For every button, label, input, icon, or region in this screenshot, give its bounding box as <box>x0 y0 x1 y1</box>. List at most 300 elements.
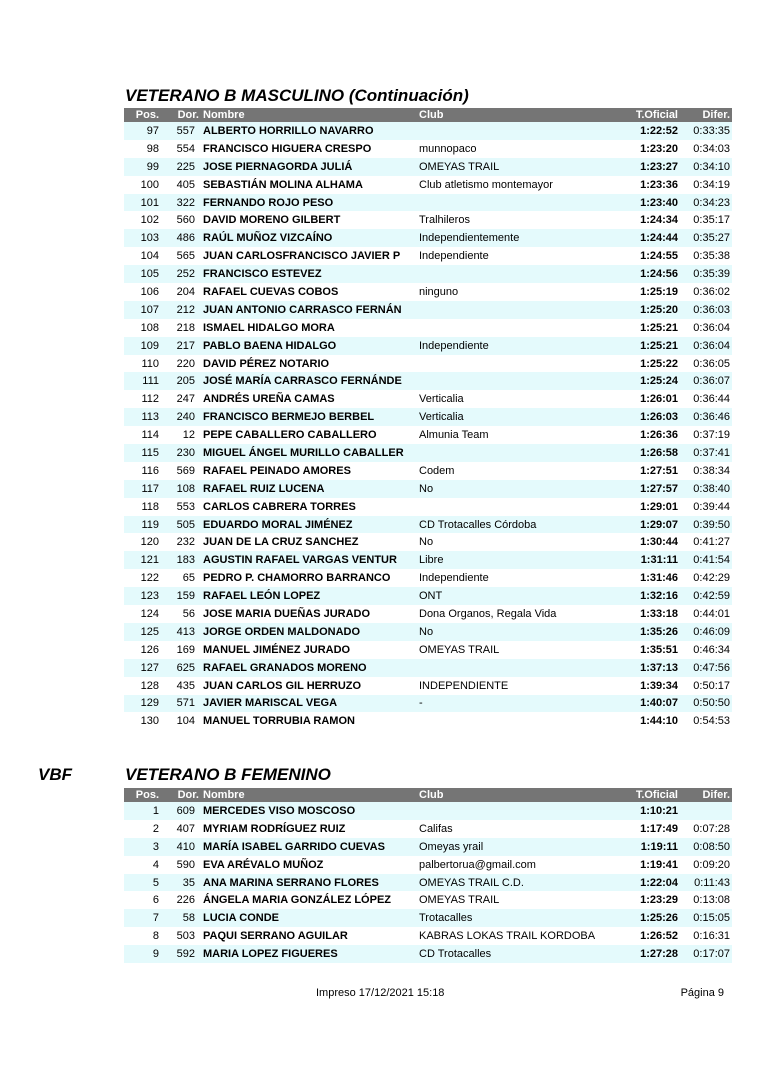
cell-runner-name: FRANCISCO HIGUERA CRESPO <box>201 140 417 158</box>
cell-time-difference: 0:39:44 <box>680 498 732 516</box>
cell-official-time: 1:27:57 <box>626 480 680 498</box>
cell-runner-name: MARÍA ISABEL GARRIDO CUEVAS <box>201 838 417 856</box>
cell-runner-name: DAVID PÉREZ NOTARIO <box>201 355 417 373</box>
cell-runner-name: RAFAEL GRANADOS MORENO <box>201 659 417 677</box>
cell-club-name: ONT <box>417 587 626 605</box>
table-row <box>124 945 732 963</box>
cell-club-name <box>417 372 626 390</box>
table-row <box>124 533 732 551</box>
cell-time-difference: 0:36:07 <box>680 372 732 390</box>
cell-runner-name: EDUARDO MORAL JIMÉNEZ <box>201 516 417 534</box>
cell-bib-number: 230 <box>165 444 201 462</box>
cell-position: 126 <box>124 641 165 659</box>
cell-runner-name: ÁNGELA MARIA GONZÁLEZ LÓPEZ <box>201 891 417 909</box>
cell-time-difference: 0:36:04 <box>680 319 732 337</box>
cell-bib-number: 557 <box>165 122 201 140</box>
cell-official-time: 1:24:34 <box>626 211 680 229</box>
table-row <box>124 623 732 641</box>
section-code-vbf: VBF <box>38 765 72 784</box>
cell-time-difference: 0:34:23 <box>680 194 732 212</box>
cell-bib-number: 212 <box>165 301 201 319</box>
cell-runner-name: MARIA LOPEZ FIGUERES <box>201 945 417 963</box>
cell-time-difference <box>680 802 732 820</box>
table-row <box>124 283 732 301</box>
table-row <box>124 355 732 373</box>
cell-runner-name: FRANCISCO ESTEVEZ <box>201 265 417 283</box>
cell-club-name <box>417 659 626 677</box>
cell-club-name: Independientemente <box>417 229 626 247</box>
cell-position: 100 <box>124 176 165 194</box>
cell-official-time: 1:27:28 <box>626 945 680 963</box>
column-header-official-time: T.Oficial <box>626 788 680 802</box>
cell-runner-name: RAFAEL LEÓN LOPEZ <box>201 587 417 605</box>
cell-club-name: Trotacalles <box>417 909 626 927</box>
table-row <box>124 838 732 856</box>
cell-position: 3 <box>124 838 165 856</box>
cell-position: 124 <box>124 605 165 623</box>
cell-bib-number: 205 <box>165 372 201 390</box>
section-title-veterano-b-masculino: VETERANO B MASCULINO (Continuación) <box>125 86 469 105</box>
cell-runner-name: MANUEL JIMÉNEZ JURADO <box>201 641 417 659</box>
cell-bib-number: 554 <box>165 140 201 158</box>
cell-official-time: 1:29:07 <box>626 516 680 534</box>
column-header-time-difference: Difer. <box>680 108 732 122</box>
cell-club-name: Club atletismo montemayor <box>417 176 626 194</box>
cell-runner-name: ISMAEL HIDALGO MORA <box>201 319 417 337</box>
cell-time-difference: 0:16:31 <box>680 927 732 945</box>
cell-official-time: 1:35:26 <box>626 623 680 641</box>
cell-official-time: 1:29:01 <box>626 498 680 516</box>
cell-time-difference: 0:09:20 <box>680 856 732 874</box>
cell-club-name <box>417 301 626 319</box>
cell-bib-number: 252 <box>165 265 201 283</box>
table-row <box>124 712 732 730</box>
cell-time-difference: 0:08:50 <box>680 838 732 856</box>
cell-runner-name: LUCIA CONDE <box>201 909 417 927</box>
cell-position: 123 <box>124 587 165 605</box>
cell-club-name <box>417 712 626 730</box>
cell-runner-name: FRANCISCO BERMEJO BERBEL <box>201 408 417 426</box>
cell-time-difference: 0:46:34 <box>680 641 732 659</box>
table-header-row <box>124 108 732 122</box>
cell-runner-name: CARLOS CABRERA TORRES <box>201 498 417 516</box>
cell-club-name: OMEYAS TRAIL <box>417 641 626 659</box>
cell-time-difference: 0:47:56 <box>680 659 732 677</box>
table-row <box>124 265 732 283</box>
cell-time-difference: 0:54:53 <box>680 712 732 730</box>
cell-bib-number: 56 <box>165 605 201 623</box>
table-row <box>124 891 732 909</box>
cell-club-name: No <box>417 623 626 641</box>
cell-club-name: Independiente <box>417 569 626 587</box>
table-row <box>124 319 732 337</box>
cell-club-name: No <box>417 533 626 551</box>
page-number-footer: Página 9 <box>680 987 724 999</box>
cell-time-difference: 0:46:09 <box>680 623 732 641</box>
cell-bib-number: 220 <box>165 355 201 373</box>
column-header-club-name: Club <box>417 788 626 802</box>
cell-time-difference: 0:37:41 <box>680 444 732 462</box>
cell-club-name: palbertorua@gmail.com <box>417 856 626 874</box>
cell-position: 7 <box>124 909 165 927</box>
cell-position: 121 <box>124 551 165 569</box>
table-row <box>124 856 732 874</box>
cell-club-name: - <box>417 695 626 713</box>
cell-bib-number: 240 <box>165 408 201 426</box>
cell-runner-name: PABLO BAENA HIDALGO <box>201 337 417 355</box>
cell-position: 1 <box>124 802 165 820</box>
cell-runner-name: ANA MARINA SERRANO FLORES <box>201 874 417 892</box>
cell-official-time: 1:30:44 <box>626 533 680 551</box>
cell-position: 4 <box>124 856 165 874</box>
table-row <box>124 677 732 695</box>
cell-runner-name: JORGE ORDEN MALDONADO <box>201 623 417 641</box>
cell-runner-name: PAQUI SERRANO AGUILAR <box>201 927 417 945</box>
table-row <box>124 909 732 927</box>
cell-runner-name: JAVIER MARISCAL VEGA <box>201 695 417 713</box>
cell-position: 115 <box>124 444 165 462</box>
cell-bib-number: 12 <box>165 426 201 444</box>
cell-club-name: Omeyas yrail <box>417 838 626 856</box>
table-row <box>124 247 732 265</box>
cell-bib-number: 592 <box>165 945 201 963</box>
cell-time-difference: 0:42:29 <box>680 569 732 587</box>
cell-runner-name: JOSÉ MARÍA CARRASCO FERNÁNDE <box>201 372 417 390</box>
cell-time-difference: 0:36:05 <box>680 355 732 373</box>
cell-club-name: OMEYAS TRAIL <box>417 158 626 176</box>
table-row <box>124 516 732 534</box>
cell-official-time: 1:25:26 <box>626 909 680 927</box>
cell-club-name: OMEYAS TRAIL C.D. <box>417 874 626 892</box>
table-row <box>124 444 732 462</box>
cell-position: 116 <box>124 462 165 480</box>
cell-time-difference: 0:35:39 <box>680 265 732 283</box>
cell-official-time: 1:19:11 <box>626 838 680 856</box>
cell-bib-number: 565 <box>165 247 201 265</box>
cell-official-time: 1:24:44 <box>626 229 680 247</box>
cell-club-name: Almunia Team <box>417 426 626 444</box>
cell-official-time: 1:31:46 <box>626 569 680 587</box>
section-title-veterano-b-femenino: VETERANO B FEMENINO <box>125 765 331 784</box>
cell-runner-name: AGUSTIN RAFAEL VARGAS VENTUR <box>201 551 417 569</box>
cell-club-name <box>417 498 626 516</box>
cell-runner-name: JOSE MARIA DUEÑAS JURADO <box>201 605 417 623</box>
table-row <box>124 659 732 677</box>
cell-position: 102 <box>124 211 165 229</box>
table-row <box>124 498 732 516</box>
cell-time-difference: 0:41:27 <box>680 533 732 551</box>
cell-official-time: 1:22:04 <box>626 874 680 892</box>
cell-club-name: CD Trotacalles <box>417 945 626 963</box>
cell-position: 107 <box>124 301 165 319</box>
table-row <box>124 569 732 587</box>
cell-official-time: 1:10:21 <box>626 802 680 820</box>
cell-time-difference: 0:34:19 <box>680 176 732 194</box>
cell-official-time: 1:26:52 <box>626 927 680 945</box>
cell-position: 103 <box>124 229 165 247</box>
table-row <box>124 140 732 158</box>
cell-club-name: Codem <box>417 462 626 480</box>
column-header-time-difference: Difer. <box>680 788 732 802</box>
cell-position: 127 <box>124 659 165 677</box>
cell-official-time: 1:26:01 <box>626 390 680 408</box>
cell-bib-number: 204 <box>165 283 201 301</box>
cell-official-time: 1:23:36 <box>626 176 680 194</box>
cell-club-name: Verticalia <box>417 408 626 426</box>
cell-position: 108 <box>124 319 165 337</box>
cell-bib-number: 505 <box>165 516 201 534</box>
cell-position: 101 <box>124 194 165 212</box>
cell-club-name <box>417 444 626 462</box>
cell-bib-number: 590 <box>165 856 201 874</box>
results-table-veterano-b-masculino <box>124 108 732 730</box>
cell-time-difference: 0:13:08 <box>680 891 732 909</box>
cell-bib-number: 435 <box>165 677 201 695</box>
cell-position: 106 <box>124 283 165 301</box>
cell-official-time: 1:37:13 <box>626 659 680 677</box>
table-row <box>124 641 732 659</box>
cell-time-difference: 0:35:27 <box>680 229 732 247</box>
column-header-position: Pos. <box>124 788 165 802</box>
cell-club-name: Libre <box>417 551 626 569</box>
cell-official-time: 1:25:24 <box>626 372 680 390</box>
cell-runner-name: DAVID MORENO GILBERT <box>201 211 417 229</box>
cell-time-difference: 0:36:44 <box>680 390 732 408</box>
column-header-runner-name: Nombre <box>201 788 417 802</box>
cell-club-name: ninguno <box>417 283 626 301</box>
cell-position: 125 <box>124 623 165 641</box>
cell-official-time: 1:26:58 <box>626 444 680 462</box>
cell-time-difference: 0:34:03 <box>680 140 732 158</box>
cell-runner-name: MYRIAM RODRÍGUEZ RUIZ <box>201 820 417 838</box>
cell-runner-name: JUAN DE LA CRUZ SANCHEZ <box>201 533 417 551</box>
cell-bib-number: 503 <box>165 927 201 945</box>
cell-position: 120 <box>124 533 165 551</box>
cell-runner-name: MERCEDES VISO MOSCOSO <box>201 802 417 820</box>
cell-time-difference: 0:42:59 <box>680 587 732 605</box>
cell-club-name: CD Trotacalles Córdoba <box>417 516 626 534</box>
cell-club-name: Verticalia <box>417 390 626 408</box>
cell-time-difference: 0:36:03 <box>680 301 732 319</box>
cell-position: 129 <box>124 695 165 713</box>
cell-position: 128 <box>124 677 165 695</box>
cell-time-difference: 0:15:05 <box>680 909 732 927</box>
cell-position: 9 <box>124 945 165 963</box>
table-row <box>124 695 732 713</box>
cell-club-name <box>417 122 626 140</box>
cell-time-difference: 0:41:54 <box>680 551 732 569</box>
cell-official-time: 1:25:22 <box>626 355 680 373</box>
cell-runner-name: RAÚL MUÑOZ VIZCAÍNO <box>201 229 417 247</box>
cell-position: 110 <box>124 355 165 373</box>
cell-official-time: 1:31:11 <box>626 551 680 569</box>
table-row <box>124 802 732 820</box>
cell-position: 113 <box>124 408 165 426</box>
table-row <box>124 390 732 408</box>
cell-runner-name: MANUEL TORRUBIA RAMON <box>201 712 417 730</box>
cell-bib-number: 625 <box>165 659 201 677</box>
cell-official-time: 1:24:55 <box>626 247 680 265</box>
print-date-footer: Impreso 17/12/2021 15:18 <box>316 987 445 999</box>
cell-bib-number: 569 <box>165 462 201 480</box>
cell-bib-number: 104 <box>165 712 201 730</box>
cell-runner-name: MIGUEL ÁNGEL MURILLO CABALLER <box>201 444 417 462</box>
cell-position: 112 <box>124 390 165 408</box>
table-row <box>124 176 732 194</box>
cell-official-time: 1:26:36 <box>626 426 680 444</box>
cell-bib-number: 571 <box>165 695 201 713</box>
cell-bib-number: 35 <box>165 874 201 892</box>
cell-bib-number: 560 <box>165 211 201 229</box>
table-row <box>124 301 732 319</box>
cell-runner-name: EVA ARÉVALO MUÑOZ <box>201 856 417 874</box>
cell-club-name <box>417 265 626 283</box>
cell-runner-name: PEDRO P. CHAMORRO BARRANCO <box>201 569 417 587</box>
table-row <box>124 122 732 140</box>
table-row <box>124 426 732 444</box>
table-row <box>124 229 732 247</box>
cell-time-difference: 0:38:40 <box>680 480 732 498</box>
cell-runner-name: ALBERTO HORRILLO NAVARRO <box>201 122 417 140</box>
cell-runner-name: SEBASTIÁN MOLINA ALHAMA <box>201 176 417 194</box>
cell-club-name <box>417 802 626 820</box>
cell-runner-name: RAFAEL PEINADO AMORES <box>201 462 417 480</box>
cell-club-name <box>417 319 626 337</box>
cell-bib-number: 58 <box>165 909 201 927</box>
table-row <box>124 408 732 426</box>
cell-position: 8 <box>124 927 165 945</box>
cell-club-name: KABRAS LOKAS TRAIL KORDOBA <box>417 927 626 945</box>
cell-official-time: 1:33:18 <box>626 605 680 623</box>
cell-club-name: OMEYAS TRAIL <box>417 891 626 909</box>
table-row <box>124 927 732 945</box>
cell-time-difference: 0:36:04 <box>680 337 732 355</box>
table-row <box>124 587 732 605</box>
cell-club-name: Independiente <box>417 247 626 265</box>
cell-club-name: Tralhileros <box>417 211 626 229</box>
cell-position: 2 <box>124 820 165 838</box>
cell-time-difference: 0:44:01 <box>680 605 732 623</box>
table-row <box>124 158 732 176</box>
table-row <box>124 480 732 498</box>
cell-official-time: 1:25:21 <box>626 319 680 337</box>
cell-runner-name: FERNANDO ROJO PESO <box>201 194 417 212</box>
cell-official-time: 1:35:51 <box>626 641 680 659</box>
cell-official-time: 1:23:20 <box>626 140 680 158</box>
cell-bib-number: 405 <box>165 176 201 194</box>
cell-bib-number: 322 <box>165 194 201 212</box>
cell-official-time: 1:26:03 <box>626 408 680 426</box>
results-table-veterano-b-femenino <box>124 788 732 963</box>
cell-club-name <box>417 194 626 212</box>
cell-official-time: 1:25:19 <box>626 283 680 301</box>
cell-club-name <box>417 355 626 373</box>
cell-time-difference: 0:38:34 <box>680 462 732 480</box>
cell-bib-number: 226 <box>165 891 201 909</box>
cell-time-difference: 0:36:46 <box>680 408 732 426</box>
cell-time-difference: 0:07:28 <box>680 820 732 838</box>
table-row <box>124 462 732 480</box>
cell-official-time: 1:44:10 <box>626 712 680 730</box>
cell-official-time: 1:40:07 <box>626 695 680 713</box>
cell-position: 118 <box>124 498 165 516</box>
cell-position: 104 <box>124 247 165 265</box>
cell-time-difference: 0:37:19 <box>680 426 732 444</box>
cell-bib-number: 553 <box>165 498 201 516</box>
column-header-bib-number: Dor. <box>165 108 201 122</box>
cell-time-difference: 0:34:10 <box>680 158 732 176</box>
cell-official-time: 1:17:49 <box>626 820 680 838</box>
cell-official-time: 1:39:34 <box>626 677 680 695</box>
table-row <box>124 820 732 838</box>
cell-bib-number: 486 <box>165 229 201 247</box>
cell-position: 105 <box>124 265 165 283</box>
cell-position: 117 <box>124 480 165 498</box>
column-header-position: Pos. <box>124 108 165 122</box>
cell-bib-number: 232 <box>165 533 201 551</box>
cell-position: 99 <box>124 158 165 176</box>
cell-time-difference: 0:17:07 <box>680 945 732 963</box>
cell-club-name: No <box>417 480 626 498</box>
cell-position: 97 <box>124 122 165 140</box>
cell-official-time: 1:27:51 <box>626 462 680 480</box>
cell-position: 5 <box>124 874 165 892</box>
cell-bib-number: 169 <box>165 641 201 659</box>
cell-time-difference: 0:35:38 <box>680 247 732 265</box>
cell-position: 119 <box>124 516 165 534</box>
cell-bib-number: 108 <box>165 480 201 498</box>
cell-runner-name: JOSE PIERNAGORDA JULIÁ <box>201 158 417 176</box>
cell-runner-name: RAFAEL CUEVAS COBOS <box>201 283 417 301</box>
table-row <box>124 874 732 892</box>
cell-position: 111 <box>124 372 165 390</box>
cell-time-difference: 0:33:35 <box>680 122 732 140</box>
cell-runner-name: JUAN CARLOS GIL HERRUZO <box>201 677 417 695</box>
cell-position: 109 <box>124 337 165 355</box>
column-header-runner-name: Nombre <box>201 108 417 122</box>
cell-runner-name: RAFAEL RUIZ LUCENA <box>201 480 417 498</box>
cell-bib-number: 218 <box>165 319 201 337</box>
table-row <box>124 211 732 229</box>
cell-bib-number: 65 <box>165 569 201 587</box>
cell-runner-name: JUAN CARLOSFRANCISCO JAVIER P <box>201 247 417 265</box>
column-header-bib-number: Dor. <box>165 788 201 802</box>
cell-official-time: 1:19:41 <box>626 856 680 874</box>
cell-bib-number: 183 <box>165 551 201 569</box>
cell-runner-name: PEPE CABALLERO CABALLERO <box>201 426 417 444</box>
cell-bib-number: 410 <box>165 838 201 856</box>
cell-official-time: 1:23:29 <box>626 891 680 909</box>
table-row <box>124 337 732 355</box>
cell-time-difference: 0:39:50 <box>680 516 732 534</box>
cell-club-name: Califas <box>417 820 626 838</box>
cell-official-time: 1:22:52 <box>626 122 680 140</box>
cell-official-time: 1:32:16 <box>626 587 680 605</box>
cell-official-time: 1:25:21 <box>626 337 680 355</box>
cell-club-name: Independiente <box>417 337 626 355</box>
cell-official-time: 1:23:40 <box>626 194 680 212</box>
table-row <box>124 372 732 390</box>
cell-bib-number: 609 <box>165 802 201 820</box>
table-row <box>124 194 732 212</box>
cell-position: 122 <box>124 569 165 587</box>
cell-bib-number: 217 <box>165 337 201 355</box>
cell-bib-number: 225 <box>165 158 201 176</box>
column-header-official-time: T.Oficial <box>626 108 680 122</box>
cell-official-time: 1:23:27 <box>626 158 680 176</box>
cell-bib-number: 159 <box>165 587 201 605</box>
cell-bib-number: 247 <box>165 390 201 408</box>
